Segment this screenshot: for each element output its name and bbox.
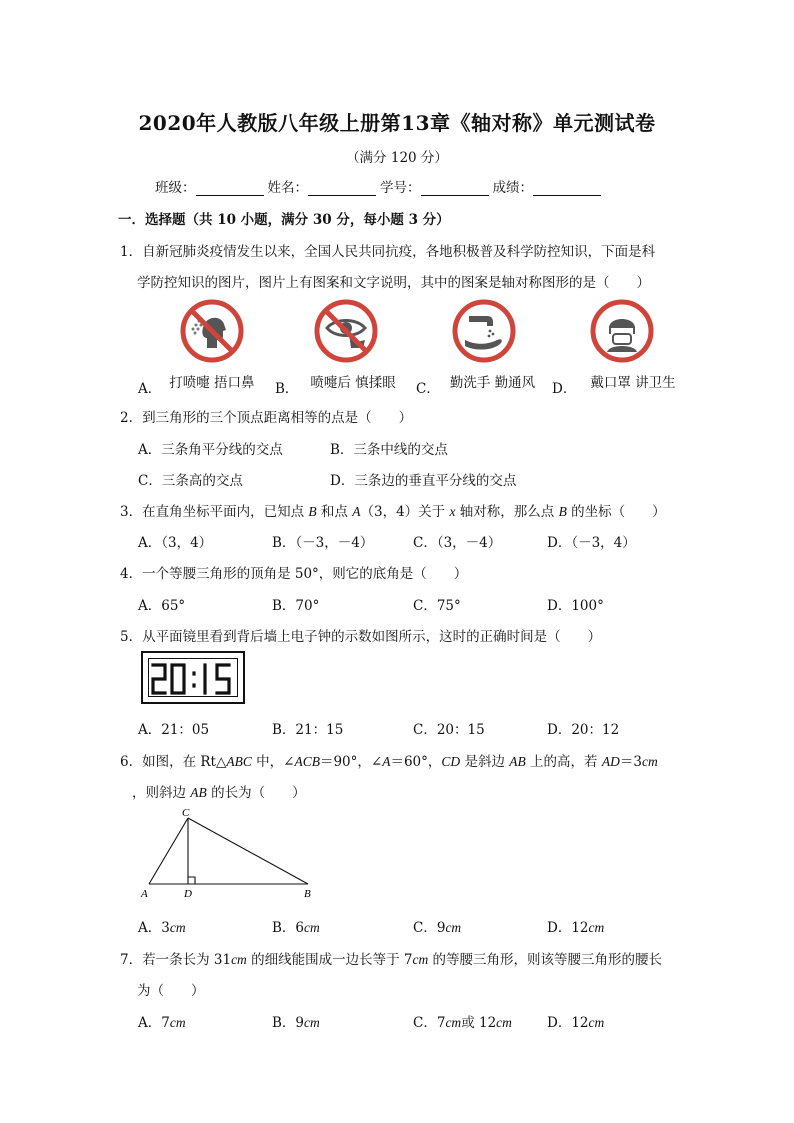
q6-line1: 6．如图，在 Rt△ABC 中，∠ACB＝90°，∠A＝60°，CD 是斜边 AB 上的高，若 AD＝3cm bbox=[120, 754, 658, 770]
q7-option-a[interactable]: A．7cm bbox=[138, 1015, 186, 1031]
q2-option-d[interactable]: D．三条边的垂直平分线的交点 bbox=[330, 473, 517, 489]
q1-option-b[interactable]: B． 喷嚏后 慎揉眼 bbox=[275, 375, 396, 397]
q5-line1: 5．从平面镜里看到背后墙上电子钟的示数如图所示，这时的正确时间是（ ） bbox=[120, 629, 602, 645]
side-ac bbox=[149, 818, 188, 884]
q5-option-c[interactable]: C．20：15 bbox=[413, 722, 485, 738]
q1-option-c[interactable]: C． 勤洗手 勤通风 bbox=[416, 375, 536, 397]
clock-digits bbox=[149, 659, 239, 699]
q1-line1: 1．自新冠肺炎疫情发生以来，全国人民共同抗疫，各地积极普及科学防控知识，下面是科 bbox=[120, 244, 656, 260]
label-c: C bbox=[182, 807, 190, 819]
name-blank[interactable] bbox=[308, 181, 376, 196]
q6-option-b[interactable]: B．6cm bbox=[272, 920, 320, 936]
right-triangle-figure bbox=[136, 804, 326, 904]
q5-option-d[interactable]: D．20：12 bbox=[547, 722, 620, 738]
q5-option-b[interactable]: B．21：15 bbox=[272, 722, 344, 738]
q2-option-c[interactable]: C．三条高的交点 bbox=[138, 473, 243, 489]
q1-line2: 学防控知识的图片，图片上有图案和文字说明，其中的图案是轴对称图形的是（ ） bbox=[137, 275, 650, 291]
sneeze-prohibited-icon bbox=[179, 298, 245, 364]
class-blank[interactable] bbox=[196, 181, 264, 196]
label-b: B bbox=[304, 888, 311, 900]
q6-option-a[interactable]: A．3cm bbox=[138, 920, 186, 936]
score-label: 成绩： bbox=[492, 180, 533, 196]
right-angle-mark bbox=[188, 877, 195, 884]
label-d: D bbox=[184, 888, 192, 900]
q4-option-b[interactable]: B．70° bbox=[272, 598, 320, 614]
q3-option-b[interactable]: B．（－3，－4） bbox=[272, 535, 374, 551]
student-id-label: 学号： bbox=[380, 180, 421, 196]
mirrored-clock-figure bbox=[141, 651, 245, 704]
q1-option-a[interactable]: A． 打喷嚏 捂口鼻 bbox=[138, 375, 255, 397]
handwash-icon bbox=[451, 298, 517, 364]
q3-option-d[interactable]: D．（－3，4） bbox=[547, 535, 636, 551]
q4-line1: 4．一个等腰三角形的顶角是 50°，则它的底角是（ ） bbox=[120, 566, 468, 582]
q3-line1: 3．在直角坐标平面内，已知点 B 和点 A（3，4）关于 x 轴对称，那么点 B 的坐标（ ） bbox=[120, 504, 666, 520]
mask-icon bbox=[589, 298, 655, 364]
q6-option-d[interactable]: D．12cm bbox=[547, 920, 605, 936]
q3-option-a[interactable]: A．（3，4） bbox=[138, 535, 213, 551]
q2-option-a[interactable]: A．三条角平分线的交点 bbox=[138, 442, 283, 458]
q4-option-a[interactable]: A．65° bbox=[138, 598, 186, 614]
name-label: 姓名： bbox=[267, 180, 308, 196]
side-cb bbox=[188, 818, 308, 884]
student-info-row bbox=[155, 176, 605, 196]
eye-prohibited-icon bbox=[313, 298, 379, 364]
q5-option-a[interactable]: A．21：05 bbox=[138, 722, 210, 738]
q6-line2: ，则斜边 AB 的长为（ ） bbox=[132, 785, 306, 801]
q2-line1: 2．到三角形的三个顶点距离相等的点是（ ） bbox=[120, 410, 413, 426]
q1-option-d[interactable]: D． 戴口罩 讲卫生 bbox=[552, 375, 676, 397]
q4-option-c[interactable]: C．75° bbox=[413, 598, 461, 614]
q7-option-b[interactable]: B．9cm bbox=[272, 1015, 320, 1031]
label-a: A bbox=[141, 888, 148, 900]
page-title: 2020年人教版八年级上册第13章《轴对称》单元测试卷 bbox=[138, 111, 656, 135]
q7-option-d[interactable]: D．12cm bbox=[547, 1015, 605, 1031]
q3-option-c[interactable]: C．（3，－4） bbox=[413, 535, 502, 551]
q7-line1: 7．若一条长为 31cm 的细线能围成一边长等于 7cm 的等腰三角形，则该等腰三角形的腰长 bbox=[120, 952, 663, 968]
q7-option-c[interactable]: C．7cm或 12cm bbox=[413, 1015, 512, 1031]
student-id-blank[interactable] bbox=[421, 181, 489, 196]
score-blank[interactable] bbox=[533, 181, 601, 196]
class-label: 班级： bbox=[155, 180, 196, 196]
q6-option-c[interactable]: C．9cm bbox=[413, 920, 462, 936]
q4-option-d[interactable]: D．100° bbox=[547, 598, 604, 614]
full-score-note: （满分 120 分） bbox=[346, 150, 448, 166]
q2-option-b[interactable]: B．三条中线的交点 bbox=[330, 442, 448, 458]
section-title: 一．选择题（共 10 小题，满分 30 分，每小题 3 分） bbox=[118, 212, 450, 228]
q7-line2: 为（ ） bbox=[137, 983, 205, 999]
